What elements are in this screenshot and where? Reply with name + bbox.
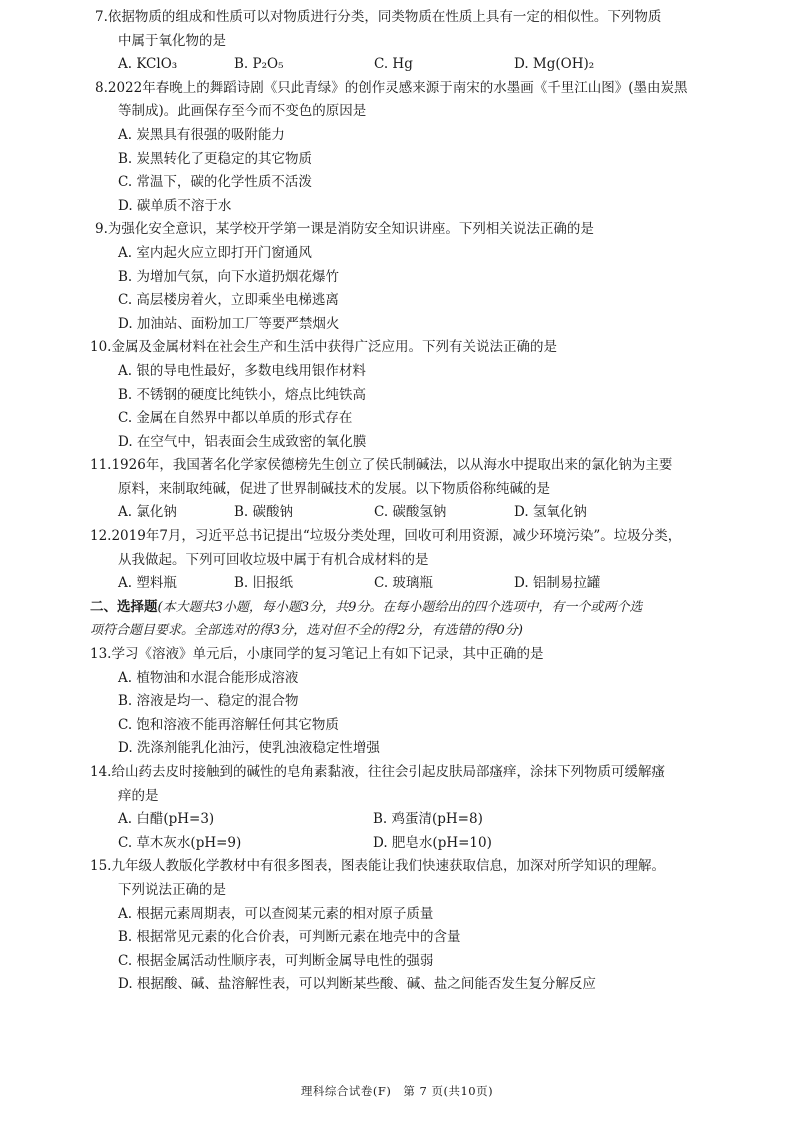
q15-stem-line1: 15.九年级人教版化学教材中有很多图表，图表能让我们快速获取信息，加深对所学知识的理解。	[90, 858, 665, 875]
q13-option-c: C. 饱和溶液不能再溶解任何其它物质	[118, 716, 339, 733]
q7-option-b: B. P₂O₅	[234, 56, 284, 73]
q15-option-c: C. 根据金属活动性顺序表，可判断金属导电性的强弱	[118, 952, 434, 969]
q12-option-a: A. 塑料瓶	[118, 575, 177, 592]
q10-stem-line1: 10.金属及金属材料在社会生产和生活中获得广泛应用。下列有关说法正确的是	[90, 339, 557, 356]
q11-option-a: A. 氯化钠	[118, 504, 177, 521]
q7-stem-line1: 7.依据物质的组成和性质可以对物质进行分类，同类物质在性质上具有一定的相似性。下列物质	[95, 9, 662, 25]
q9-option-c: C. 高层楼房着火，立即乘坐电梯逃离	[118, 292, 339, 309]
section-2-title: 二、选择题	[90, 598, 158, 615]
q14-options-row2	[104, 832, 754, 856]
q11-stem-line1: 11.1926年，我国著名化学家侯德榜先生创立了侯氏制碱法，以从海水中提取出来的氯化钠为主要	[90, 457, 673, 474]
q10-option-a: A. 银的导电性最好，多数电线用银作材料	[118, 362, 366, 379]
q7-stem-line2: 中属于氧化物的是	[118, 32, 226, 49]
q11-option-c: C. 碳酸氢钠	[374, 504, 447, 521]
q8-stem-line1: 8.2022年春晚上的舞蹈诗剧《只此青绿》的创作灵感来源于南宋的水墨画《千里江山图》(墨由炭黑	[95, 79, 688, 96]
page-footer: 理科综合试卷(F) 第 7 页(共10页)	[300, 1084, 494, 1098]
q12-stem-line1: 12.2019年7月，习近平总书记提出“垃圾分类处理，回收可利用资源，减少环境污染”。垃圾分类，	[90, 528, 682, 545]
section-2-note-line2: 项符合题目要求。全部选对的得3分，选对但不全的得2分，有选错的得0分)	[90, 623, 523, 639]
q12-option-c: C. 玻璃瓶	[374, 575, 433, 592]
q12-option-b: B. 旧报纸	[234, 575, 294, 592]
q8-option-c: C. 常温下，碳的化学性质不活泼	[118, 174, 312, 191]
q15-stem-line2: 下列说法正确的是	[118, 881, 226, 898]
q14-stem-line1: 14.给山药去皮时接触到的碱性的皂角素黏液，往往会引起皮肤局部瘙痒，涂抹下列物质可缓解瘙	[90, 764, 665, 780]
q12-option-d: D. 铝制易拉罐	[514, 575, 601, 592]
q9-option-b: B. 为增加气氛，向下水道扔烟花爆竹	[118, 268, 340, 285]
section-2-header	[90, 596, 754, 620]
q13-option-d: D. 洗涤剂能乳化油污，使乳浊液稳定性增强	[118, 740, 380, 757]
section-2-note-line1: (本大题共3小题，每小题3分，共9分。在每小题给出的四个选项中，有一个或两个选	[157, 599, 643, 615]
q14-option-b: B. 鸡蛋清(pH=8)	[373, 811, 483, 828]
q10-option-d: D. 在空气中，铝表面会生成致密的氧化膜	[118, 433, 367, 450]
q15-option-a: A. 根据元素周期表，可以查阅某元素的相对原子质量	[118, 905, 434, 922]
q10-option-c: C. 金属在自然界中都以单质的形式存在	[118, 410, 353, 427]
q10-option-b: B. 不锈钢的硬度比纯铁小，熔点比纯铁高	[118, 386, 367, 403]
q11-stem-line2: 原料，来制取纯碱，促进了世界制碱技术的发展。以下物质俗称纯碱的是	[118, 480, 550, 497]
q14-option-d: D. 肥皂水(pH=10)	[373, 834, 492, 851]
q13-option-a: A. 植物油和水混合能形成溶液	[118, 669, 299, 686]
q11-options	[104, 501, 754, 525]
q8-option-d: D. 碳单质不溶于水	[118, 197, 232, 214]
q15-option-b: B. 根据常见元素的化合价表，可判断元素在地壳中的含量	[118, 929, 461, 946]
q7-option-c: C. Hg	[374, 56, 413, 73]
q14-option-a: A. 白醋(pH=3)	[118, 811, 215, 828]
q11-option-b: B. 碳酸钠	[234, 504, 294, 521]
q9-option-a: A. 室内起火应立即打开门窗通风	[118, 244, 312, 261]
q12-stem-line2: 从我做起。下列可回收垃圾中属于有机合成材料的是	[118, 551, 429, 568]
q7-option-d: D. Mg(OH)₂	[514, 56, 595, 73]
q9-option-d: D. 加油站、面粉加工厂等要严禁烟火	[118, 315, 340, 332]
q12-options	[104, 572, 754, 596]
q13-stem-line1: 13.学习《溶液》单元后，小康同学的复习笔记上有如下记录，其中正确的是	[90, 646, 544, 663]
q14-options-row1	[104, 808, 754, 832]
q7-option-a: A. KClO₃	[118, 56, 178, 73]
q13-option-b: B. 溶液是均一、稳定的混合物	[118, 693, 299, 710]
q15-option-d: D. 根据酸、碱、盐溶解性表，可以判断某些酸、碱、盐之间能否发生复分解反应	[118, 976, 596, 993]
q14-stem-line2: 痒的是	[118, 787, 159, 804]
q8-option-b: B. 炭黑转化了更稳定的其它物质	[118, 150, 313, 167]
q9-stem-line1: 9.为强化安全意识，某学校开学第一课是消防安全知识讲座。下列相关说法正确的是	[95, 221, 594, 238]
q8-option-a: A. 炭黑具有很强的吸附能力	[118, 126, 285, 143]
q14-option-c: C. 草木灰水(pH=9)	[118, 834, 242, 851]
q7-options	[104, 53, 754, 77]
q8-stem-line2: 等制成)。此画保存至今而不变色的原因是	[118, 103, 367, 120]
q11-option-d: D. 氢氧化钠	[514, 504, 587, 521]
